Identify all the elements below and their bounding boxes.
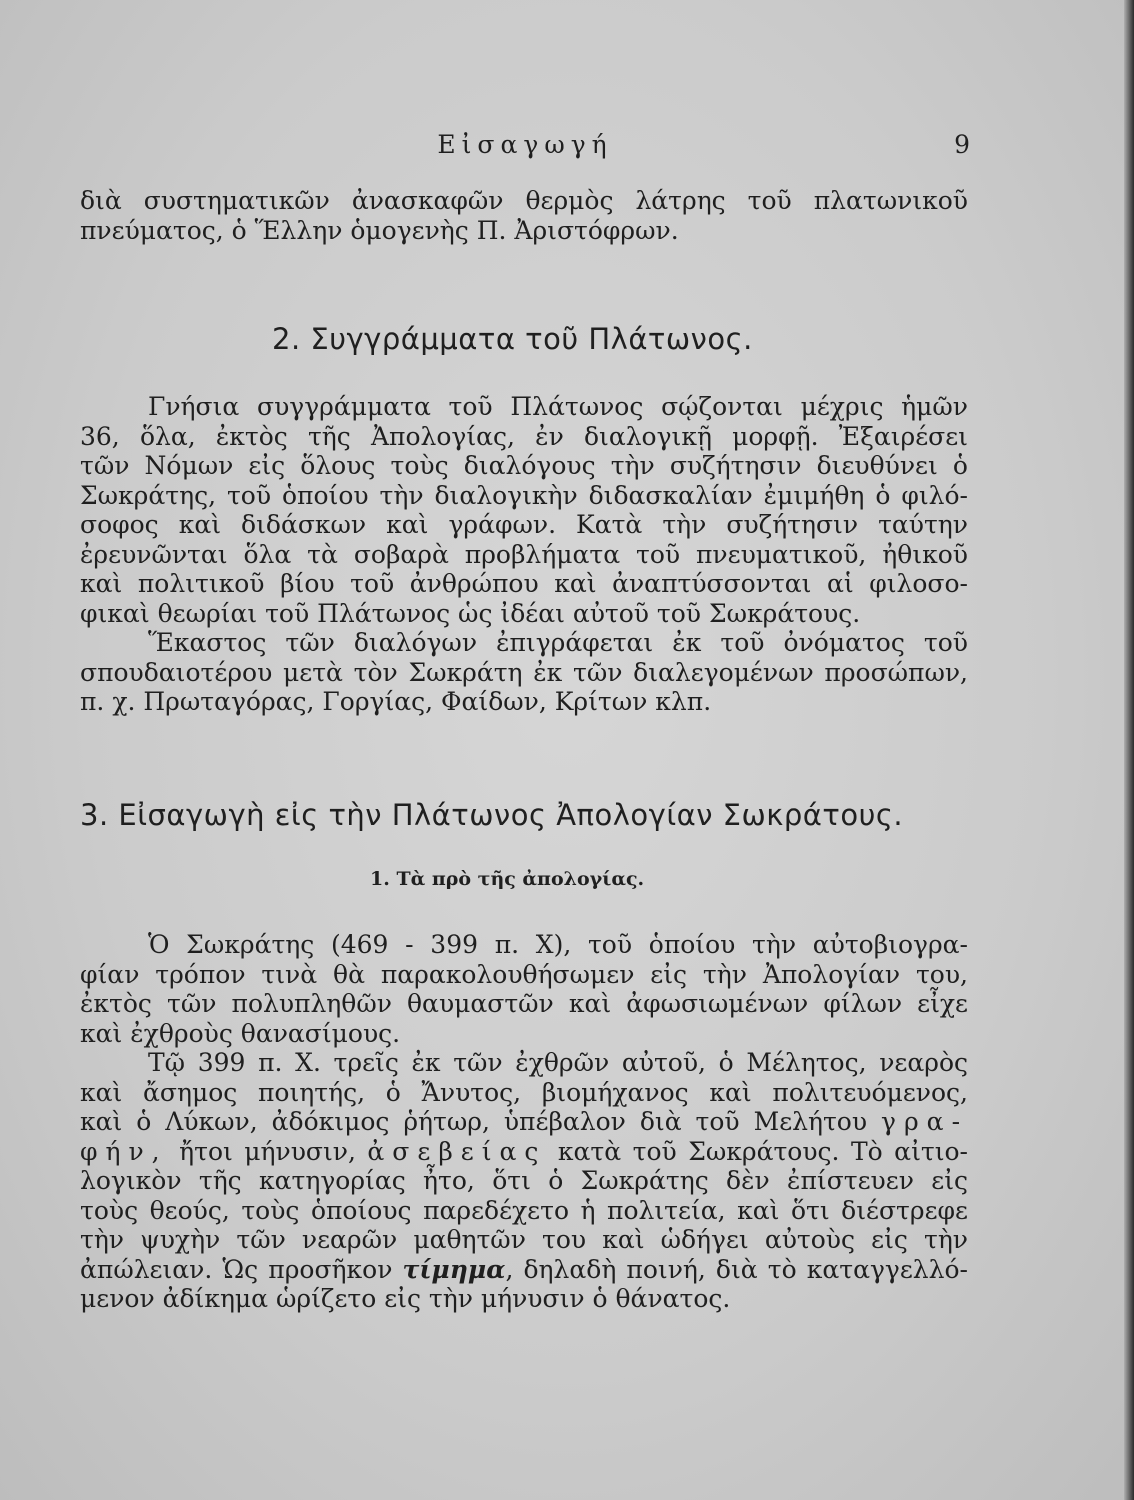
text-line: Ὁ Σωκράτης (469 - 399 π. Χ), τοῦ ὁποίου τὴν αὐτοβιογρα- <box>148 930 968 959</box>
text-line <box>80 1255 968 1285</box>
text-fragment: ἀπώλειαν. Ὡς προσῆκον <box>80 1254 393 1284</box>
text-line: Ἕκαστος τῶν διαλόγων ἐπιγράφεται ἐκ τοῦ ὀνόματος τοῦ <box>148 628 968 657</box>
section-2-heading: 2. Συγγράμματα τοῦ Πλάτωνος. <box>272 322 753 356</box>
spaced-word: γρα- <box>881 1107 969 1136</box>
text-line: π. χ. Πρωταγόρας, Γοργίας, Φαίδων, Κρίτων κλπ. <box>80 687 712 716</box>
text-fragment: , δηλαδὴ ποινή, διὰ τὸ καταγγελλό- <box>505 1254 968 1284</box>
subsection-heading: 1. Τὰ πρὸ τῆς ἀπολογίας. <box>370 868 645 890</box>
text-line: 36, ὅλα, ἐκτὸς τῆς Ἀπολογίας, ἐν διαλογικῇ μορφῇ. Ἐξαιρέσει <box>80 421 968 451</box>
text-line: τοὺς θεούς, τοὺς ὁποίους παρεδέχετο ἡ πολιτεία, καὶ ὅτι διέστρεφε <box>80 1195 968 1225</box>
text-line: λογικὸν τῆς κατηγορίας ἦτο, ὅτι ὁ Σωκράτης δὲν ἐπίστευεν εἰς <box>80 1166 968 1195</box>
section-3-heading: 3. Εἰσαγωγὴ εἰς τὴν Πλάτωνος Ἀπολογίαν Σωκράτους. <box>80 798 904 832</box>
text-fragment: καὶ ὁ Λύκων, ἀδόκιμος ῥήτωρ, ὑπέβαλον διὰ τοῦ Μελήτου <box>80 1107 868 1136</box>
emphasized-word: τίμημα <box>402 1254 506 1284</box>
text-line: καὶ πολιτικοῦ βίου τοῦ ἀνθρώπου καὶ ἀναπτύσσονται αἱ φιλοσο- <box>80 569 968 598</box>
text-line: διὰ συστηματικῶν ἀνασκαφῶν θερμὸς λάτρης τοῦ πλατωνικοῦ <box>80 186 968 215</box>
text-line: Τῷ 399 π. Χ. τρεῖς ἐκ τῶν ἐχθρῶν αὐτοῦ, ὁ Μέλητος, νεαρὸς <box>148 1048 968 1077</box>
text-line: τῶν Νόμων εἰς ὅλους τοὺς διαλόγους τὴν συζήτησιν διευθύνει ὁ <box>80 451 968 480</box>
text-line: καὶ ἐχθροὺς θανασίμους. <box>80 1018 401 1048</box>
intro-paragraph <box>80 186 968 245</box>
text-line: τὴν ψυχὴν τῶν νεαρῶν μαθητῶν του καὶ ὡδήγει αὐτοὺς εἰς τὴν <box>80 1225 968 1254</box>
page-edge-shadow <box>1124 0 1134 1500</box>
section-3-body <box>80 930 968 1314</box>
text-line <box>80 1107 968 1137</box>
text-line <box>80 1137 968 1167</box>
text-line: ἐκτὸς τῶν πολυπληθῶν θαυμαστῶν καὶ ἀφωσιωμένων φίλων εἶχε <box>80 989 968 1018</box>
text-line: σπουδαιοτέρου μετὰ τὸν Σωκράτη ἐκ τῶν διαλεγομένων προσώπων, <box>80 657 968 687</box>
page-number: 9 <box>954 130 970 159</box>
text-line: μενον ἀδίκημα ὡρίζετο εἰς τὴν μήνυσιν ὁ θάνατος. <box>80 1284 731 1313</box>
text-line: πνεύματος, ὁ Ἕλλην ὁμογενὴς Π. Ἀριστόφρων. <box>80 215 679 245</box>
text-line: φικαὶ θεωρίαι τοῦ Πλάτωνος ὡς ἰδέαι αὐτοῦ τοῦ Σωκράτους. <box>80 598 861 628</box>
running-head <box>80 130 970 166</box>
spaced-word: ἀσεβείας <box>367 1136 547 1166</box>
text-line: ἐρευνῶνται ὅλα τὰ σοβαρὰ προβλήματα τοῦ πνευματικοῦ, ἠθικοῦ <box>80 539 968 569</box>
text-line: καὶ ἄσημος ποιητής, ὁ Ἄνυτος, βιομήχανος καὶ πολιτευόμενος, <box>80 1077 968 1107</box>
text-fragment: ἤτοι μήνυσιν, <box>179 1136 356 1166</box>
text-line: σοφος καὶ διδάσκων καὶ γράφων. Κατὰ τὴν συζήτησιν ταύτην <box>80 510 968 539</box>
text-fragment: κατὰ τοῦ Σωκράτους. Τὸ αἰτιο- <box>557 1136 969 1166</box>
text-line: φίαν τρόπον τινὰ θὰ παρακολουθήσωμεν εἰς τὴν Ἀπολογίαν του, <box>80 959 968 989</box>
text-line: Σωκράτης, τοῦ ὁποίου τὴν διαλογικὴν διδασκαλίαν ἐμιμήθη ὁ φιλό- <box>80 480 968 510</box>
section-2-body <box>80 392 968 717</box>
text-line: Γνήσια συγγράμματα τοῦ Πλάτωνος σῴζονται μέχρις ἡμῶν <box>148 392 968 421</box>
running-title: Εἰσαγωγή <box>437 130 613 159</box>
spaced-word: φήν, <box>80 1136 168 1166</box>
